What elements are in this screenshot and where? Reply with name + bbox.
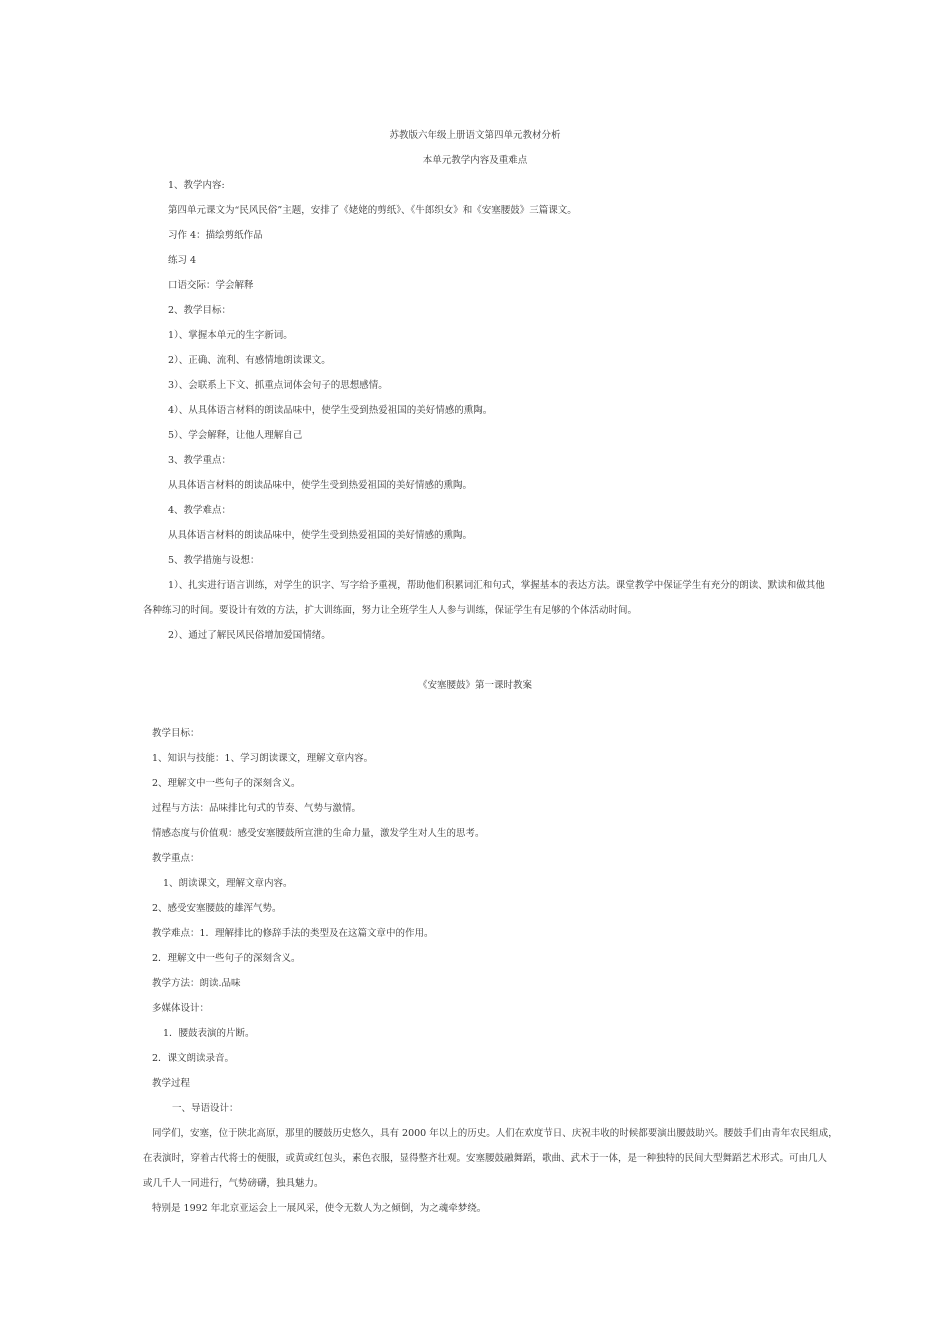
lesson-line: 同学们，安塞，位于陕北高原，那里的腰鼓历史悠久，具有 2000 年以上的历史。人们在欢度节日、庆祝丰收的时候都要演出腰鼓助兴。腰鼓手们由青年农民组成， [152,1128,838,1139]
unit-line: 各种练习的时间。要设计有效的方法，扩大训练面，努力让全班学生人人参与训练，保证学生有足够的个体活动时间。 [143,605,638,616]
lesson-line: 教学难点：1．理解排比的修辞手法的类型及在这篇文章中的作用。 [152,928,434,939]
lesson-line: 教学过程 [152,1078,191,1089]
unit-line: 1）、扎实进行语言训练，对学生的识字、写字给予重视，帮助他们积累词汇和句式，掌握基本的表达方法。课堂教学中保证学生有充分的朗读、默读和做其他 [168,580,825,591]
unit-line: 习作 4：描绘剪纸作品 [168,230,263,241]
unit-line: 从具体语言材料的朗读品味中，使学生受到热爱祖国的美好情感的熏陶。 [168,480,473,491]
lesson-line: 2．课文朗读录音。 [152,1053,235,1064]
lesson-line: 1、朗读课文，理解文章内容。 [163,878,293,889]
lesson-line: 1．腰鼓表演的片断。 [163,1028,255,1039]
unit-line: 1）、掌握本单元的生字新词。 [168,330,293,341]
unit-line: 2）、正确、流利、有感情地朗读课文。 [168,355,331,366]
lesson-line: 特别是 1992 年北京亚运会上一展风采，使令无数人为之倾倒，为之魂牵梦绕。 [152,1203,487,1214]
unit-line: 4、教学难点： [168,505,232,516]
unit-line: 从具体语言材料的朗读品味中，使学生受到热爱祖国的美好情感的熏陶。 [168,530,473,541]
lesson-line: 在表演时，穿着古代将士的便服，或黄或红包头，素色衣服，显得整齐壮观。安塞腰鼓融舞蹈，歌曲、武术于一体，是一种独特的民间大型舞蹈艺术形式。可由几人 [143,1153,828,1164]
unit-line: 第四单元课文为“民风民俗”主题，安排了《姥姥的剪纸》、《牛郎织女》和《安塞腰鼓》三篇课文。 [168,205,577,216]
unit-line: 2、教学目标： [168,305,232,316]
unit-line: 1、教学内容: [168,180,225,191]
unit-line: 口语交际：学会解释 [168,280,254,291]
lesson-title: 《安塞腰鼓》第一课时教案 [417,680,532,691]
lesson-line: 或几千人一同进行，气势磅礴，独具魅力。 [143,1178,324,1189]
lesson-line: 2．理解文中一些句子的深刻含义。 [152,953,301,964]
lesson-line: 一、导语设计： [172,1103,239,1114]
unit-line: 练习 4 [168,255,197,266]
unit-line: 5、教学措施与设想： [168,555,260,566]
lesson-line: 1、知识与技能：1、学习朗读课文，理解文章内容。 [152,753,374,764]
unit-line: 3、教学重点： [168,455,232,466]
lesson-line: 2、感受安塞腰鼓的雄浑气势。 [152,903,282,914]
lesson-line: 2、理解文中一些句子的深刻含义。 [152,778,301,789]
unit-line: 4）、从具体语言材料的朗读品味中，使学生受到热爱祖国的美好情感的熏陶。 [168,405,493,416]
lesson-line: 教学目标： [152,728,200,739]
lesson-line: 情感态度与价值观：感受安塞腰鼓所宣泄的生命力量，激发学生对人生的思考。 [152,828,485,839]
unit-line: 5）、学会解释，让他人理解自己 [168,430,303,441]
section-title: 本单元教学内容及重难点 [422,155,528,166]
unit-line: 3）、会联系上下文、抓重点词体会句子的思想感情。 [168,380,388,391]
lesson-line: 教学重点： [152,853,200,864]
lesson-line: 过程与方法：品味排比句式的节奏、气势与激情。 [152,803,362,814]
unit-line: 2）、通过了解民风民俗增加爱国情绪。 [168,630,331,641]
lesson-line: 多媒体设计： [152,1003,210,1014]
document-title: 苏教版六年级上册语文第四单元教材分析 [389,130,561,141]
lesson-line: 教学方法：朗读.品味 [152,978,241,989]
